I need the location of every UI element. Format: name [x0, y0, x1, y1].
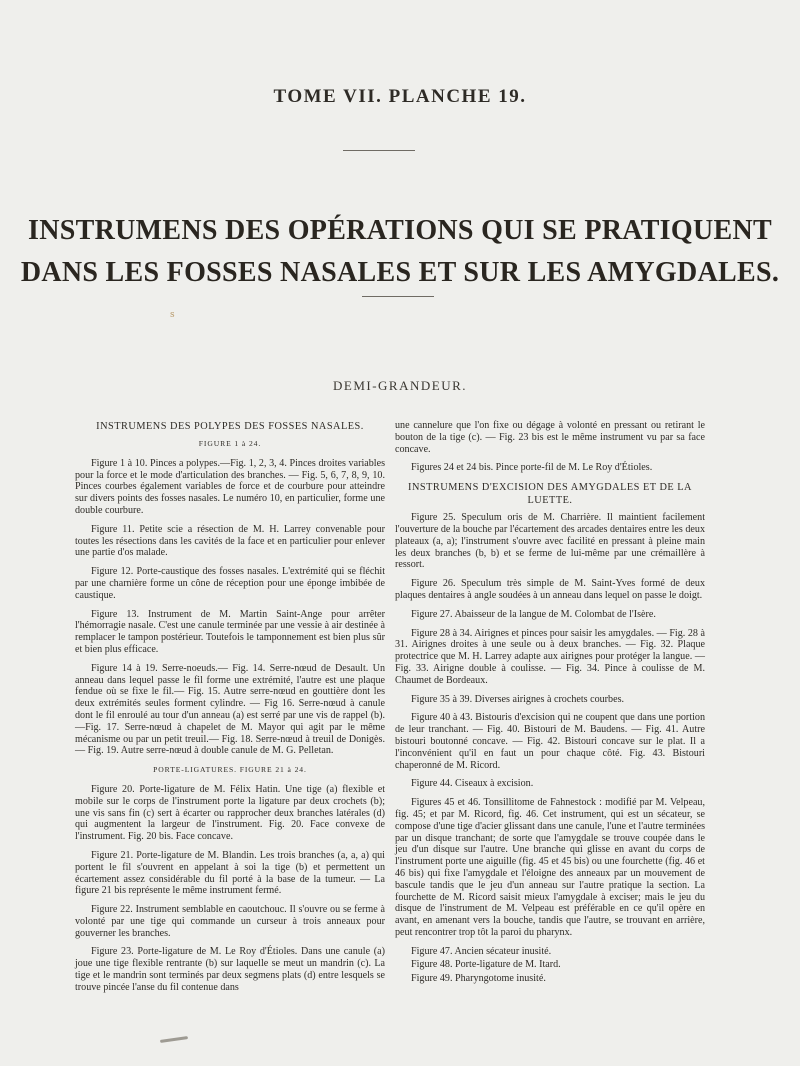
paragraph: Figure 1 à 10. Pinces a polypes.—Fig. 1, 2, 3, 4. Pinces droites variables pour la force et le mode d'articulation des branches. — Fig. 5, 6, 7, 8, 9, 10. Pinces courbes également variables de force et de courbure pour atteindre sur divers points des fosses nasales. Le numéro 10, en particulier, forme une double courbure. [75, 457, 385, 516]
paragraph: Figure 47. Ancien sécateur inusité. [411, 945, 552, 957]
paragraph: Figure 40 à 43. Bistouris d'excision qui ne coupent que dans une portion de leur tranchant. — Fig. 40. Bistouri de M. Baudens. — Fig. 41. Autre bistouri boutonné concave. — Fig. 42. Bistouri concave sur le plat. Il a l'inconvénient qu'il en faut un pour chaque côté. Fig. 43. Bistouri chaperonné de M. Ricord. [395, 712, 705, 771]
section-heading-amygdales: INSTRUMENS D'EXCISION DES AMYGDALES ET DE LA LUETTE. [408, 482, 692, 507]
paragraph: Figure 28 à 34. Airignes et pinces pour saisir les amygdales. — Fig. 28 à 31. Airignes droites à une seule ou à deux branches. — Fig. 32. Plaque protectrice que M. H. Larrey adapte aux airignes pour protéger la langue. — Fig. 33. Airigne double à coulisse. — Fig. 34. Pince à coulisse de M. Chaumet de Bordeaux. [395, 627, 705, 686]
paragraph: Figure 23. Porte-ligature de M. Le Roy d'Étioles. Dans une canule (a) joue une tige flexible rentrante (b) sur laquelle se meut un mandrin (c). La tige et le mandrin sont terminés par deux segmens plats (d) entre lesquels se trouve pincée l'anse du fil contenue dans [75, 946, 385, 993]
title-rule [362, 296, 434, 297]
right-column [395, 420, 705, 992]
figure-range-1: FIGURE 1 à 24. [198, 439, 262, 448]
paragraph: Figure 25. Speculum oris de M. Charrière. Il maintient facilement l'ouverture de la bouche par l'écartement des arcades dentaires entre les deux plateaux (a, a); l'instrument s'ouvre avec facilité en pressant à pleine main les deux branches (b, b) et se ferme de lui-même par une crémaillère à ressort. [395, 512, 705, 571]
paragraph: Figure 21. Porte-ligature de M. Blandin. Les trois branches (a, a, a) qui portent le fil s'ouvrent en appelant à soi la tige (b) et permettent un écartement assez considérable du fil porté à la base de la tumeur. — La figure 21 bis représente le même instrument fermé. [75, 849, 385, 897]
paper-speck: s [170, 310, 175, 320]
paragraph: Figure 14 à 19. Serre-noeuds.— Fig. 14. Serre-nœud de Desault. Un anneau dans lequel passe le fil forme une extrémité, l'autre est une plaque fendue où se fixe le fil.— Fig. 15. Autre serre-nœud en gouttière dont les deux extrémités seules forment cylindre. — Fig 16. Serre-nœud à canule dont le fil enroulé au tour d'un anneau (a) est serré par une vis de rappel (b).—Fig. 17. Serre-nœud à chapelet de M. Mayor qui agit par le même mécanisme ou par un petit treuil.— Fig. 18. Serre-nœud à treuil de Donigès. — Fig. 19. Autre serre-nœud à double canule de M. G. Pelletan. [75, 662, 385, 757]
paragraph: une cannelure que l'on fixe ou dégage à volonté en pressant ou retirant le bouton de la tige (c). — Fig. 23 bis est le même instrument vu par sa face concave. [395, 420, 705, 455]
header-rule [343, 150, 415, 151]
subtitle: DEMI-GRANDEUR. [332, 378, 468, 393]
paragraph: Figure 13. Instrument de M. Martin Saint-Ange pour arrêter l'hémorragie nasale. C'est une canule terminée par une vessie à air destinée à remplacer le tampon postérieur. Toutefois le tamponnement est bien plus sûr et bien plus efficace. [75, 608, 385, 655]
paragraph: Figure 26. Speculum très simple de M. Saint-Yves formé de deux plaques dentaires à angle soudées à un anneau dans lequel on passe le doigt. [395, 578, 705, 601]
figure-range-2: PORTE-LIGATURES. FIGURE 21 à 24. [153, 765, 307, 775]
ink-blot [160, 1036, 188, 1043]
paragraph: Figure 12. Porte-caustique des fosses nasales. L'extrémité qui se fléchit par une charnière forme un cône de réception pour une éponge imbibée de caustique. [75, 566, 385, 601]
title-line-1: INSTRUMENS DES OPÉRATIONS QUI SE PRATIQUENT [28, 215, 772, 246]
paragraph: Figure 44. Ciseaux à excision. [411, 778, 534, 790]
paragraph: Figure 48. Porte-ligature de M. Itard. [411, 959, 561, 971]
title-line-2: DANS LES FOSSES NASALES ET SUR LES AMYGDALES. [20, 257, 780, 288]
paragraph: Figure 11. Petite scie a résection de M. H. Larrey convenable pour toutes les résections dans les cavités de la face et en particulier pour enlever une partie d'os malade. [75, 523, 385, 559]
paragraph: Figure 27. Abaisseur de la langue de M. Colombat de l'Isère. [411, 608, 656, 620]
paragraph: Figures 24 et 24 bis. Pince porte-fil de M. Le Roy d'Étioles. [411, 462, 653, 474]
section-heading-polypes: INSTRUMENS DES POLYPES DES FOSSES NASALES. [96, 421, 364, 432]
paragraph: Figure 22. Instrument semblable en caoutchouc. Il s'ouvre ou se ferme à volonté par une tige qui commande un curseur à trois anneaux pour gouverner les branches. [75, 904, 385, 939]
paragraph: Figure 49. Pharyngotome inusité. [411, 973, 546, 985]
left-column [75, 420, 385, 1001]
paragraph: Figure 35 à 39. Diverses airignes à crochets courbes. [411, 693, 625, 705]
page-title [0, 210, 800, 294]
tome-header: TOME VII. PLANCHE 19. [273, 86, 527, 107]
paragraph: Figures 45 et 46. Tonsillitome de Fahnestock : modifié par M. Velpeau, fig. 45; et par M. Ricord, fig. 46. Cet instrument, qui est un sécateur, se compose d'une tige d'acier glissant dans une canule, l'une et l'autre terminées par un disque tranchant; de sorte que l'amygdale se trouve coupée dans le jeu d'un disque sur l'autre. Une branche qui glisse en avant du corps de l'instrument porte une aiguille (fig. 45 et 45 bis) ou une fourchette (fig. 46 et 46 bis) qui fixe l'amygdale et l'éloigne des anneaux par un mouvement de bascule tandis que le jeu d'un anneau sur l'autre pratique la section. La fourchette de M. Ricord saisit mieux l'amygdale à exciser; mais le jeu du disque de l'instrument de M. Velpeau est préférable en ce qu'il opère en avant, en amenant vers la bouche, tandis que l'autre, se trouvant en arrière, peut rencontrer trop tôt la paroi du pharynx. [395, 797, 705, 938]
paragraph: Figure 20. Porte-ligature de M. Félix Hatin. Une tige (a) flexible et mobile sur le corps de l'instrument porte la ligature par deux crochets (b); une vis sans fin (c) sert à écarter ou rapprocher deux branches latérales (d) qui augmentent la largeur de l'instrument. Fig. 20. Face convexe de l'instrument. Fig. 20 bis. Face concave. [75, 783, 385, 843]
